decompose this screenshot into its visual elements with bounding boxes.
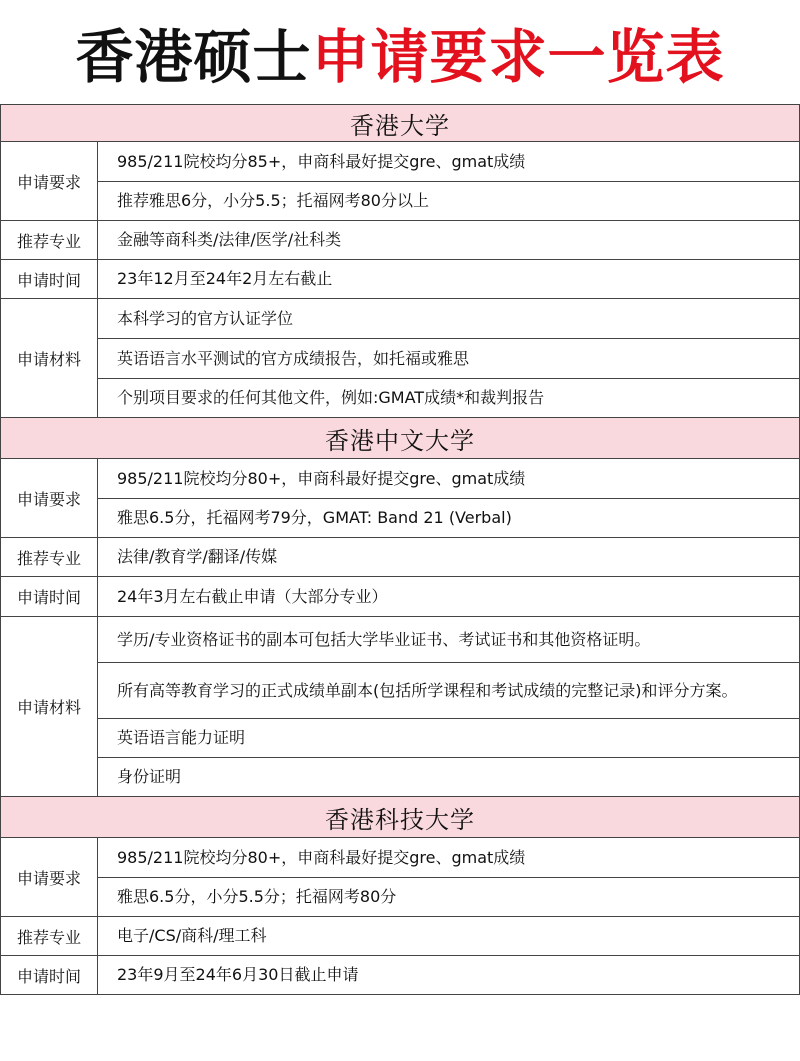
row-label-materials: 申请材料 bbox=[1, 299, 98, 418]
deadline-value: 23年9月至24年6月30日截止申请 bbox=[98, 956, 800, 995]
row-label-deadline: 申请时间 bbox=[1, 577, 98, 617]
material-item: 本科学习的官方认证学位 bbox=[98, 299, 800, 339]
material-item: 学历/专业资格证书的副本可包括大学毕业证书、考试证书和其他资格证明。 bbox=[98, 617, 800, 663]
row-label-requirements: 申请要求 bbox=[1, 142, 98, 221]
requirement-item: 推荐雅思6分，小分5.5；托福网考80分以上 bbox=[98, 182, 800, 221]
row-label-requirements: 申请要求 bbox=[1, 459, 98, 538]
row-label-deadline: 申请时间 bbox=[1, 260, 98, 299]
majors-value: 金融等商科类/法律/医学/社科类 bbox=[98, 221, 800, 260]
material-item: 所有高等教育学习的正式成绩单副本(包括所学课程和考试成绩的完整记录)和评分方案。 bbox=[98, 663, 800, 719]
material-item: 英语语言能力证明 bbox=[98, 719, 800, 758]
requirements-table bbox=[0, 104, 800, 995]
material-item: 身份证明 bbox=[98, 758, 800, 797]
deadline-value: 23年12月至24年2月左右截止 bbox=[98, 260, 800, 299]
majors-value: 法律/教育学/翻译/传媒 bbox=[98, 538, 800, 577]
row-label-majors: 推荐专业 bbox=[1, 221, 98, 260]
row-label-requirements: 申请要求 bbox=[1, 838, 98, 917]
material-item: 英语语言水平测试的官方成绩报告，如托福或雅思 bbox=[98, 339, 800, 379]
majors-value: 电子/CS/商科/理工科 bbox=[98, 917, 800, 956]
row-label-majors: 推荐专业 bbox=[1, 917, 98, 956]
material-item: 个别项目要求的任何其他文件，例如:GMAT成绩*和裁判报告 bbox=[98, 379, 800, 418]
page-title bbox=[0, 0, 800, 104]
title-part-1: 香港硕士 bbox=[75, 23, 312, 91]
requirement-item: 985/211院校均分85+，申商科最好提交gre、gmat成绩 bbox=[98, 142, 800, 182]
requirement-item: 985/211院校均分80+，申商科最好提交gre、gmat成绩 bbox=[98, 838, 800, 878]
requirement-item: 雅思6.5分，小分5.5分；托福网考80分 bbox=[98, 878, 800, 917]
university-header: 香港中文大学 bbox=[1, 418, 800, 459]
row-label-materials: 申请材料 bbox=[1, 617, 98, 797]
requirement-item: 雅思6.5分，托福网考79分，GMAT: Band 21 (Verbal) bbox=[98, 499, 800, 538]
deadline-value: 24年3月左右截止申请（大部分专业） bbox=[98, 577, 800, 617]
row-label-deadline: 申请时间 bbox=[1, 956, 98, 995]
title-part-2: 申请要求一览表 bbox=[311, 23, 725, 91]
university-header: 香港大学 bbox=[1, 105, 800, 142]
university-header: 香港科技大学 bbox=[1, 797, 800, 838]
requirement-item: 985/211院校均分80+，申商科最好提交gre、gmat成绩 bbox=[98, 459, 800, 499]
row-label-majors: 推荐专业 bbox=[1, 538, 98, 577]
